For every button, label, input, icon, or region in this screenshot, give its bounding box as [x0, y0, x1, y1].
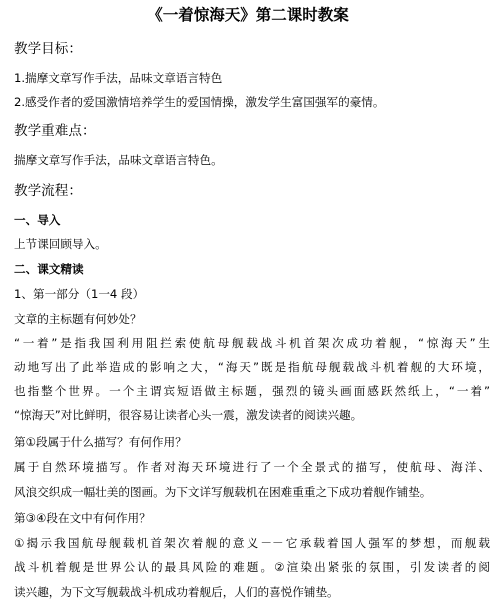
question-3: 第③④段在文中有何作用？ [14, 511, 151, 525]
section-1-text: 上节课回顾导入。 [14, 237, 107, 251]
goal-item-1: 1.揣摩文章写作手法，品味文章语言特色 [14, 71, 223, 85]
answer-3-line-1: ①揭示我国航母舰载机首架次着舰的意义－－它承载着国人强军的梦想，而舰载 [14, 536, 490, 550]
answer-3-line-2: 战斗机着舰是世界公认的最具风险的难题。②渲染出紧张的氛围，引发读者的阅 [14, 560, 490, 574]
section-1-heading: 一、导入 [14, 213, 61, 227]
answer-2-line-1: 属于自然环境描写。作者对海天环境进行了一个全景式的描写，使航母、海洋、 [14, 460, 490, 474]
goal-item-2: 2.感受作者的爱国激情培养学生的爱国情操，激发学生富国强军的豪情。 [14, 95, 385, 109]
answer-1-line-3: 也指整个世界。一个主谓宾短语做主标题，强烈的镜头画面感跃然纸上，“一着” [14, 384, 490, 398]
answer-1-line-2: 动地写出了此举造成的影响之大，“海天”既是指航母舰载战斗机着舰的大环境， [14, 360, 490, 374]
document-title: 《一着惊海天》第二课时教案 [147, 6, 349, 24]
key-points-text: 揣摩文章写作手法，品味文章语言特色。 [14, 153, 223, 167]
answer-2-line-2: 风浪交织成一幅壮美的图画。为下文详写舰载机在困难重重之下成功着舰作铺垫。 [14, 485, 432, 499]
section-2-heading: 二、课文精读 [14, 262, 84, 276]
answer-1-line-4: “惊海天”对比鲜明，很容易让读者心头一震，激发读者的阅读兴趣。 [14, 408, 363, 422]
answer-3-line-3: 读兴趣，为下文写舰载战斗机成功着舰后，人们的喜悦作铺垫。 [14, 585, 339, 599]
answer-1-line-1: “一着”是指我国利用阻拦索使航母舰载战斗机首架次成功着舰，“惊海天”生 [14, 336, 490, 350]
part-1-label: 1、第一部分（1一4 段） [14, 287, 145, 301]
process-heading: 教学流程： [14, 183, 82, 199]
question-2: 第①段属于什么描写？有何作用？ [14, 435, 187, 449]
goals-heading: 教学目标： [14, 41, 82, 57]
question-1: 文章的主标题有何妙处？ [14, 312, 142, 326]
key-points-heading: 教学重难点： [14, 123, 96, 139]
